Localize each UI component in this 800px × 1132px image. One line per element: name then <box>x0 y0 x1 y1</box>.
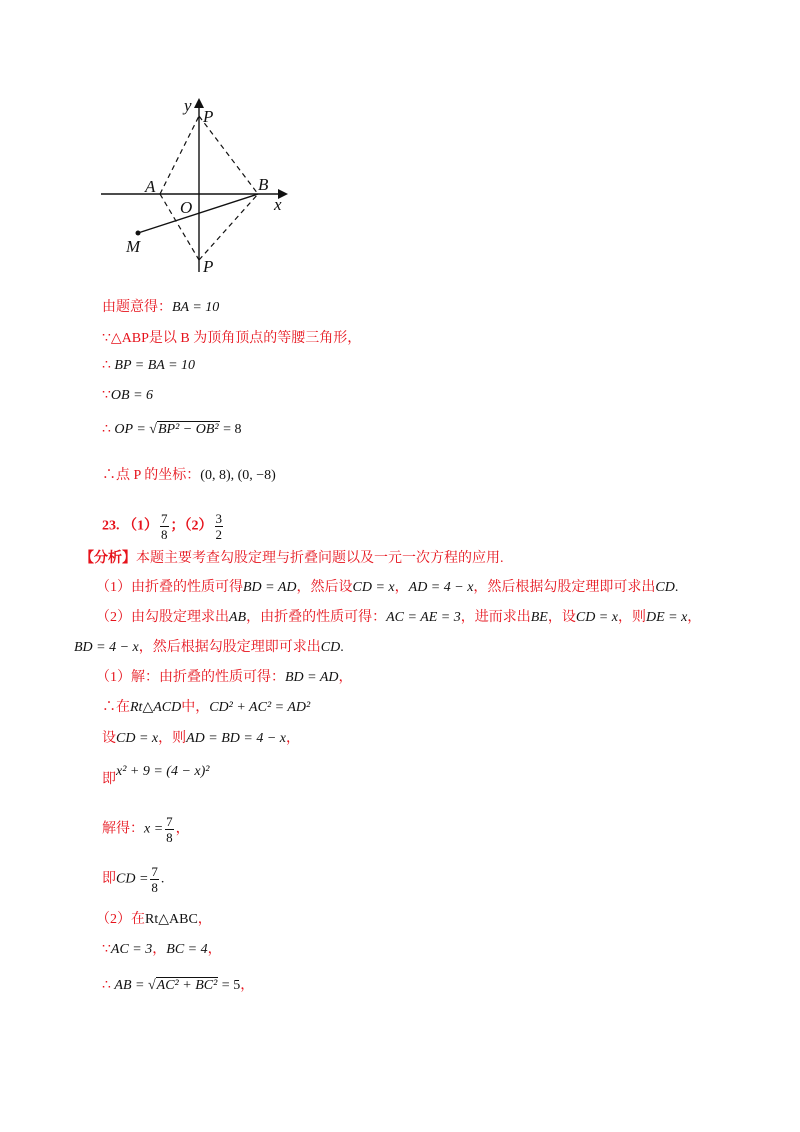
math-op-radicand: BP² − OB² <box>157 422 219 437</box>
label-b: B <box>258 175 269 194</box>
solution-step8: ∵AC = 3，BC = 4， <box>102 942 222 957</box>
therefore-symbol: ∴ <box>102 978 111 993</box>
point-m <box>136 231 141 236</box>
math-bp: BP = BA = 10 <box>114 358 196 373</box>
math: AB <box>229 610 247 625</box>
math: CD = x <box>352 580 395 595</box>
solution-step1: （1）解：由折叠的性质可得：BD = AD， <box>96 670 353 685</box>
label-x: x <box>274 195 282 214</box>
analysis-intro <box>80 549 504 569</box>
fraction: $\frac{3}{2}$ <box>215 511 222 542</box>
math-op-lhs: OP = <box>114 422 146 437</box>
math-ab-rhs: = 5 <box>221 978 241 993</box>
line-text: 由题意得： <box>102 300 172 315</box>
math-coordinates: (0, 8), (0, −8) <box>200 468 276 483</box>
part-label: （2） <box>184 518 213 534</box>
math: CD <box>320 640 341 655</box>
solution-step2: ∴在Rt△ACD中，CD² + AC² = AD² <box>102 700 311 715</box>
math: CD <box>655 580 675 595</box>
because-symbol: ∵ <box>102 942 111 957</box>
math: x² + 9 = (4 − x)² <box>116 764 210 779</box>
math: AC = AE = 3 <box>386 610 461 625</box>
analysis-heading: 【分析】 <box>80 551 136 566</box>
math: AD = BD = 4 − x <box>186 731 286 746</box>
math: CD = x <box>116 731 159 746</box>
analysis-part2-cont: BD = 4 − x，然后根据勾股定理即可求出CD. <box>74 640 344 655</box>
line-isosceles <box>102 329 361 349</box>
analysis-part1: （1）由折叠的性质可得BD = AD，然后设CD = x，AD = 4 − x，然后根据勾股定理即可求出CD. <box>96 580 679 595</box>
line-text: ∴点 P 的坐标： <box>102 468 201 483</box>
math-ob: OB = 6 <box>110 388 154 403</box>
math: BC = 4 <box>166 942 208 957</box>
math: AC = 3 <box>110 942 153 957</box>
solution-step9: ∴ AB = √AC² + BC² = 5， <box>102 978 255 993</box>
math-ab-radicand: AC² + BC² <box>156 978 218 993</box>
coordinate-diagram <box>96 94 296 279</box>
dashed-pb-top <box>199 116 258 194</box>
label-p-bottom: P <box>203 257 214 276</box>
line-bp <box>102 356 195 376</box>
math: BD = 4 − x <box>74 640 139 655</box>
solution-step4: 即x² + 9 = (4 − x)² <box>102 764 210 787</box>
solution-step3: 设CD = x，则AD = BD = 4 − x， <box>102 731 300 746</box>
solution-step7: （2）在Rt△ABC， <box>96 912 212 927</box>
label-p-top: P <box>203 107 214 126</box>
line-p-coords <box>102 466 276 486</box>
math: Rt△ACD <box>130 700 182 715</box>
math: Rt△ABC <box>145 912 198 927</box>
line-text: △ABP是以 B 为顶角顶点的等腰三角形， <box>110 331 362 346</box>
separator: ； <box>170 518 185 534</box>
sqrt-sign: √ <box>147 978 156 993</box>
line-ba <box>102 298 219 318</box>
fraction: $\frac{7}{8}$ <box>161 511 168 542</box>
sqrt-sign: √ <box>149 422 157 437</box>
because-symbol: ∵ <box>102 331 111 346</box>
math-ab-lhs: AB = <box>114 978 145 993</box>
therefore-symbol: ∴ <box>102 358 111 373</box>
therefore-symbol: ∴ <box>102 422 111 437</box>
math-op-rhs: = 8 <box>223 422 242 437</box>
because-symbol: ∵ <box>102 388 111 403</box>
math: BE <box>530 610 548 625</box>
label-o: O <box>180 198 193 217</box>
math: CD = x <box>575 610 618 625</box>
label-m: M <box>126 237 141 256</box>
part-label: （1） <box>123 518 158 534</box>
math-ba: BA = 10 <box>172 300 220 315</box>
math: DE = x <box>645 610 688 625</box>
fraction: $\frac{7}{8}$ <box>166 814 173 845</box>
line-op <box>102 420 241 440</box>
math: x = <box>144 821 164 837</box>
line-ob <box>102 386 153 406</box>
analysis-part2: （2）由勾股定理求出AB，由折叠的性质可得：AC = AE = 3，进而求出BE，设CD = x，则DE = x， <box>96 610 702 625</box>
solution-step6: 即CD = $\frac{7}{8}$ . <box>102 864 165 895</box>
math: BD = AD <box>285 670 339 685</box>
analysis-text: 本题主要考查勾股定理与折叠问题以及一元一次方程的应用. <box>136 551 504 566</box>
math: CD = <box>116 871 149 887</box>
math: AD = 4 − x <box>408 580 474 595</box>
fraction: $\frac{7}{8}$ <box>151 864 158 895</box>
question-number: 23. <box>102 518 120 534</box>
answer-23 <box>102 511 225 542</box>
segment-mb <box>138 194 258 233</box>
label-y: y <box>184 96 192 115</box>
dashed-ap-top <box>160 116 199 194</box>
math: CD² + AC² = AD² <box>209 700 311 715</box>
label-a: A <box>145 177 156 196</box>
math: BD = AD <box>243 580 297 595</box>
solution-step5: 解得：x = $\frac{7}{8}$ ， <box>102 814 190 845</box>
